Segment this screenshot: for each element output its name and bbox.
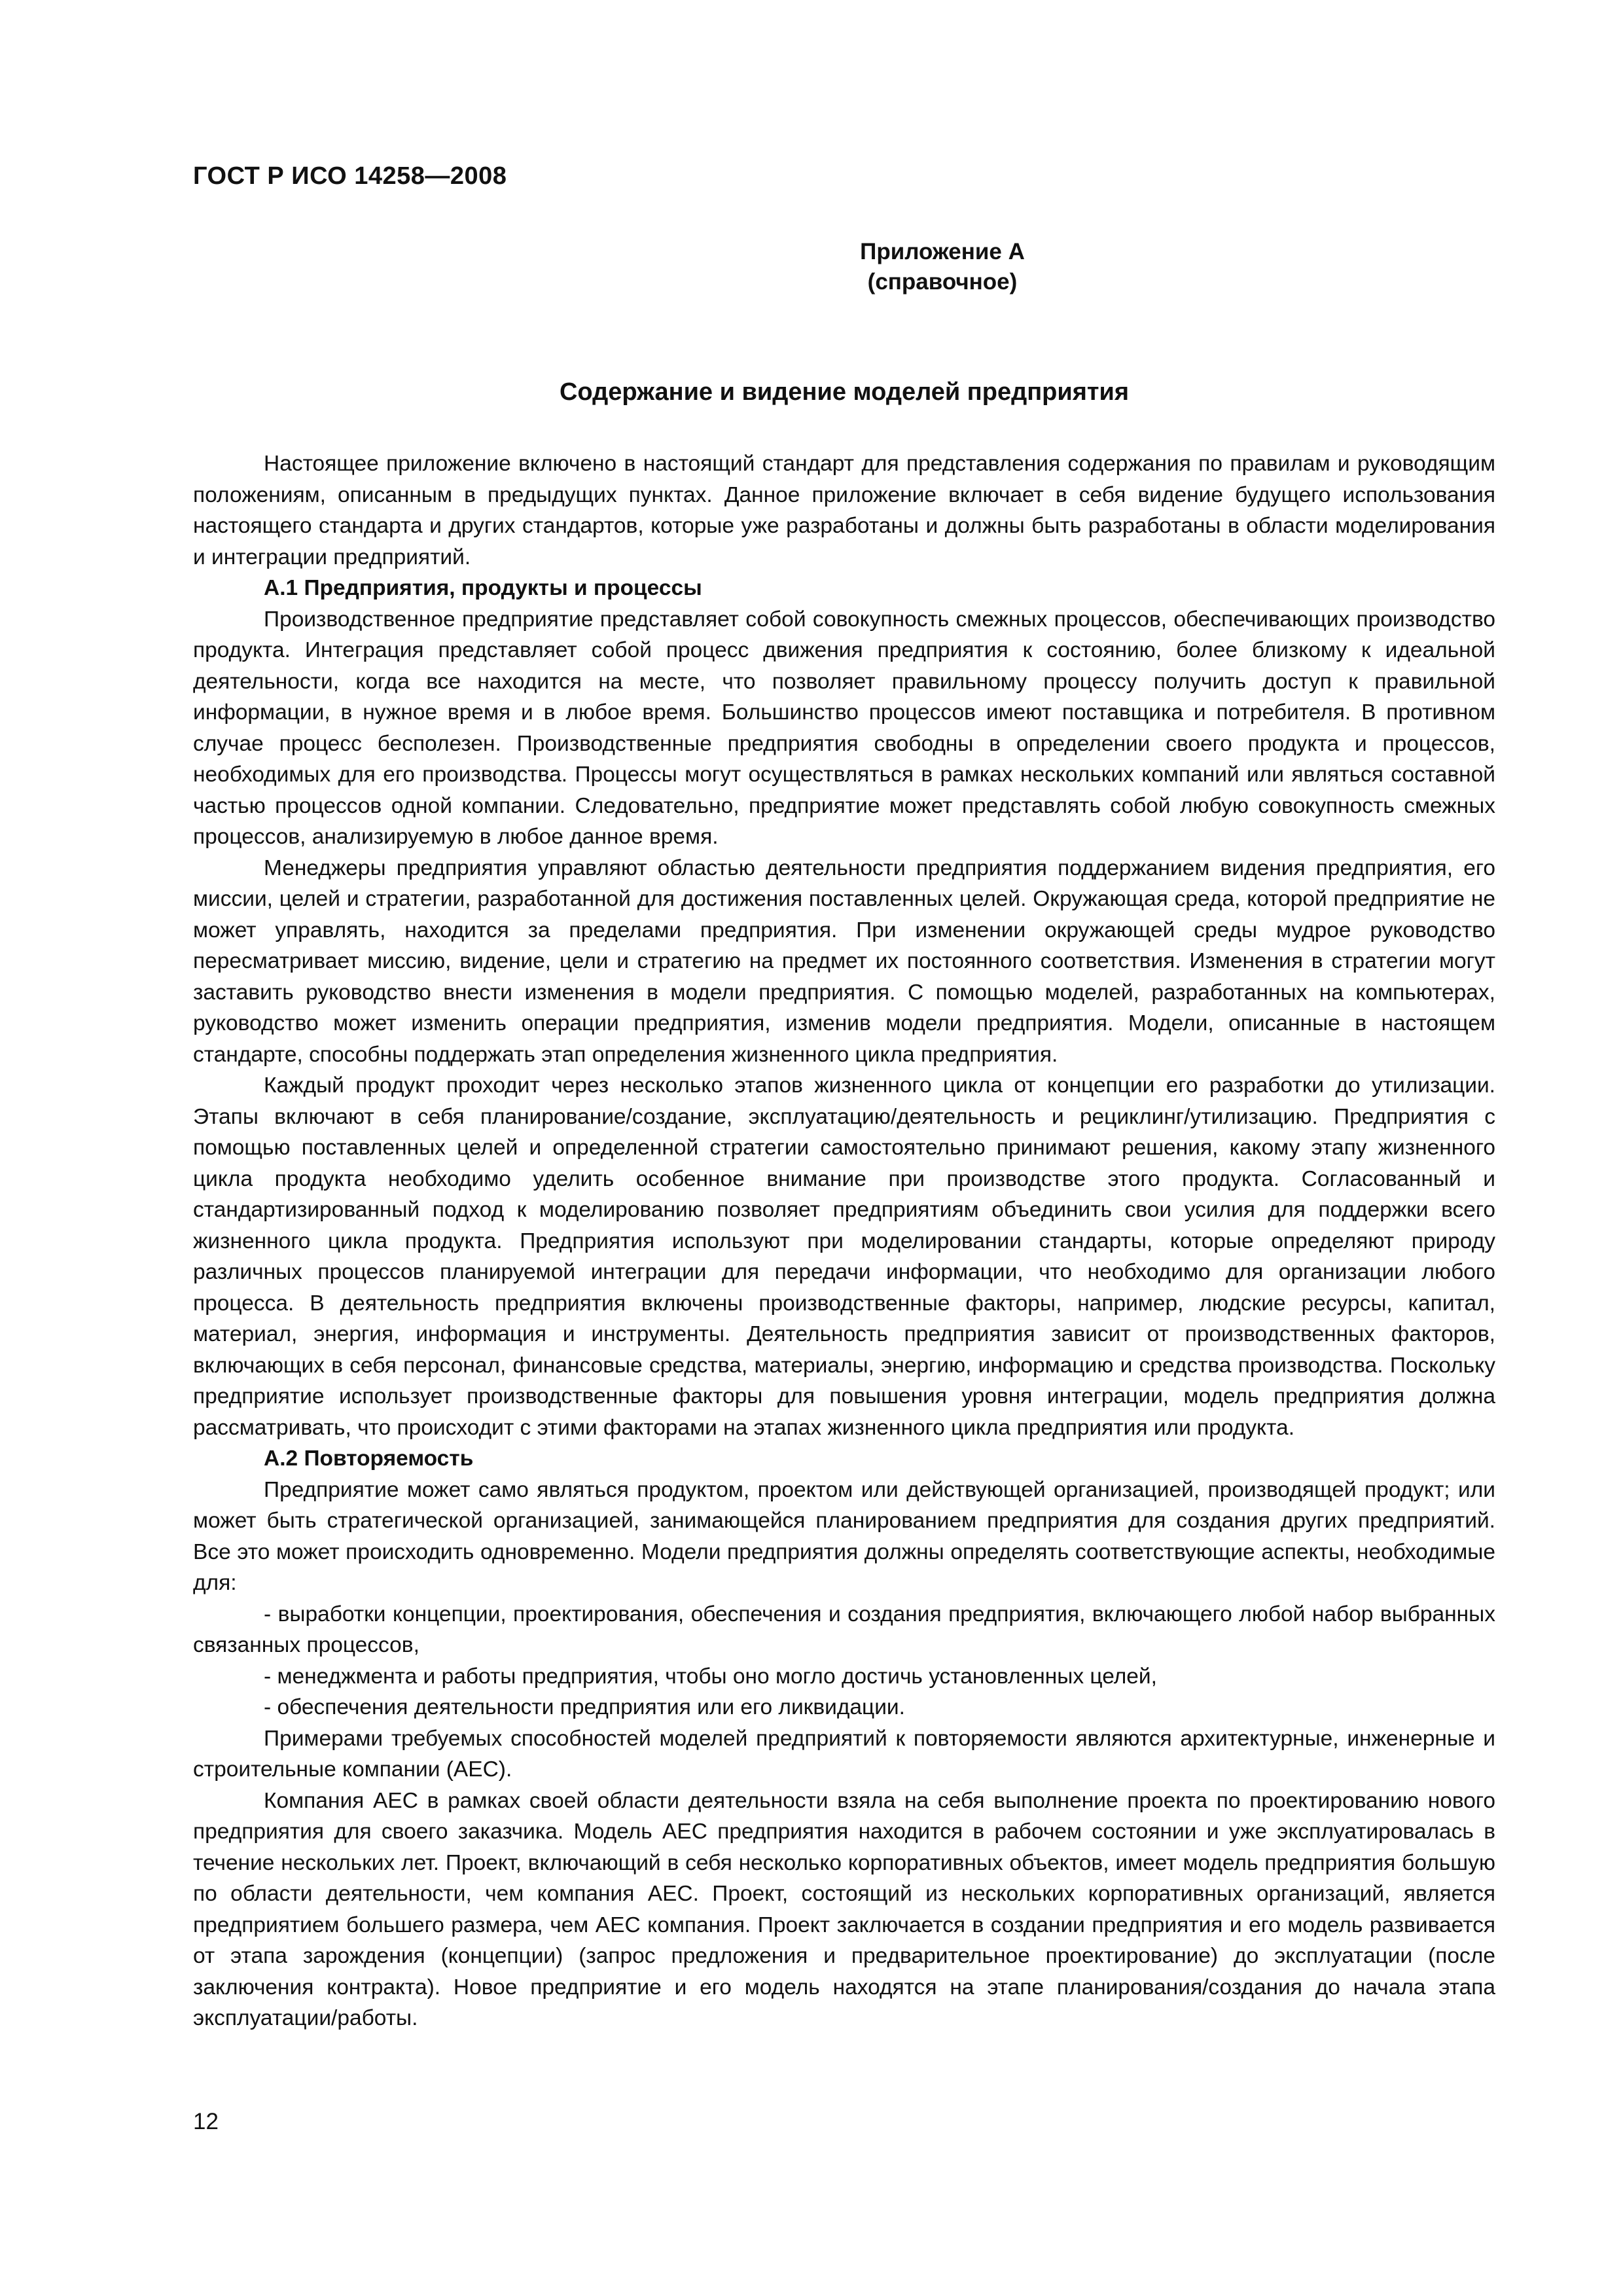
section-a2-paragraph-1: Примерами требуемых способностей моделей предприятий к повторяемости являются архитектурные, инженерные и строительные компании (АЕС). [193, 1726, 1495, 1782]
annex-heading [681, 237, 1204, 297]
document-code-header: ГОСТ Р ИСО 14258—2008 [193, 162, 507, 190]
section-a1-heading: А.1 Предприятия, продукты и процессы [264, 576, 702, 600]
annex-title: Содержание и видение моделей предприятия [559, 378, 1130, 406]
list-item: - выработки концепции, проектирования, обеспечения и создания предприятия, включающего любой набор выбранных связанных процессов, [193, 1602, 1495, 1657]
document-body [193, 448, 1495, 2034]
section-a2-lead-paragraph: Предприятие может само являться продуктом, проектом или действующей организацией, производящей продукт; или может быть стратегической организацией, занимающейся планированием предприятия для создания других предприятий. Все это может происходить одновременно. Модели предприятия должны определять соответствующие аспекты, необходимые для: [193, 1477, 1495, 1595]
section-a1-paragraph-1: Производственное предприятие представляет собой совокупность смежных процессов, обеспечивающих производство продукта. Интеграция представляет собой процесс движения предприятия к состоянию, более близкому к идеальной деятельности, когда все находится на месте, что позволяет правильному процессу получить доступ к правильной информации, в нужное время и в любое время. Большинство процессов имеют поставщика и потребителя. В противном случае процесс бесполезен. Производственные предприятия свободны в определении своего продукта и процессов, необходимых для его производства. Процессы могут осуществляться в рамках нескольких компаний или являться составной частью процессов одной компании. Следовательно, предприятие может представлять собой любую совокупность смежных процессов, анализируемую в любое данное время. [193, 607, 1495, 849]
section-a1-paragraph-2: Менеджеры предприятия управляют областью деятельности предприятия поддержанием видения предприятия, его миссии, целей и стратегии, разработанной для достижения поставленных целей. Окружающая среда, которой предприятие не может управлять, находится за пределами предприятия. При изменении окружающей среды мудрое руководство пересматривает миссию, видение, цели и стратегию на предмет их постоянного соответствия. Изменения в стратегии могут заставить руководство внести изменения в модели предприятия. С помощью моделей, разработанных на компьютерах, руководство может изменить операции предприятия, изменив модели предприятия. Модели, описанные в настоящем стандарте, способны поддержать этап определения жизненного цикла предприятия. [193, 855, 1495, 1067]
section-a2-paragraph-2: Компания АЕС в рамках своей области деятельности взяла на себя выполнение проекта по проектированию нового предприятия для своего заказчика. Модель АЕС предприятия находится в рабочем состоянии и уже эксплуатировалась в течение нескольких лет. Проект, включающий в себя несколько корпоративных объектов, имеет модель предприятия большую по области деятельности, чем компания АЕС. Проект, состоящий из нескольких корпоративных организаций, является предприятием большего размера, чем АЕС компания. Проект заключается в создании предприятия и его модель развивается от этапа зарождения (концепции) (запрос предложения и предварительное проектирование) до эксплуатации (после заключения контракта). Новое предприятие и его модель находятся на этапе планирования/создания до начала этапа эксплуатации/работы. [193, 1788, 1495, 2030]
annex-type: (справочное) [867, 269, 1018, 295]
annex-label: Приложение А [860, 239, 1025, 264]
page-number: 12 [193, 2109, 219, 2134]
list-item: - обеспечения деятельности предприятия или его ликвидации. [264, 1695, 905, 1719]
list-item: - менеджмента и работы предприятия, чтобы оно могло достичь установленных целей, [264, 1664, 1157, 1689]
intro-paragraph: Настоящее приложение включено в настоящий стандарт для представления содержания по правилам и руководящим положениям, описанным в предыдущих пунктах. Данное приложение включает в себя видение будущего использования настоящего стандарта и других стандартов, которые уже разработаны и должны быть разработаны в области моделирования и интеграции предприятий. [193, 452, 1495, 569]
section-a2-heading: А.2 Повторяемость [264, 1446, 474, 1471]
section-a1-paragraph-3: Каждый продукт проходит через несколько этапов жизненного цикла от концепции его разработки до утилизации. Этапы включают в себя планирование/создание, эксплуатацию/деятельность и рециклинг/утилизацию. Предприятия с помощью поставленных целей и определенной стратегии самостоятельно принимают решения, какому этапу жизненного цикла продукта необходимо уделить особенное внимание при производстве этого продукта. Согласованный и стандартизированный подход к моделированию позволяет предприятиям объединить свои усилия для поддержки всего жизненного цикла продукта. Предприятия используют при моделировании стандарты, которые определяют природу различных процессов планируемой интеграции для передачи информации, что необходимо для организации любого процесса. В деятельность предприятия включены производственные факторы, например, людские ресурсы, капитал, материал, энергия, информация и инструменты. Деятельность предприятия зависит от производственных факторов, включающих в себя персонал, финансовые средства, материалы, энергию, информацию и средства производства. Поскольку предприятие использует производственные факторы для повышения уровня интеграции, модель предприятия должна рассматривать, что происходит с этими факторами на этапах жизненного цикла предприятия или продукта. [193, 1073, 1495, 1440]
